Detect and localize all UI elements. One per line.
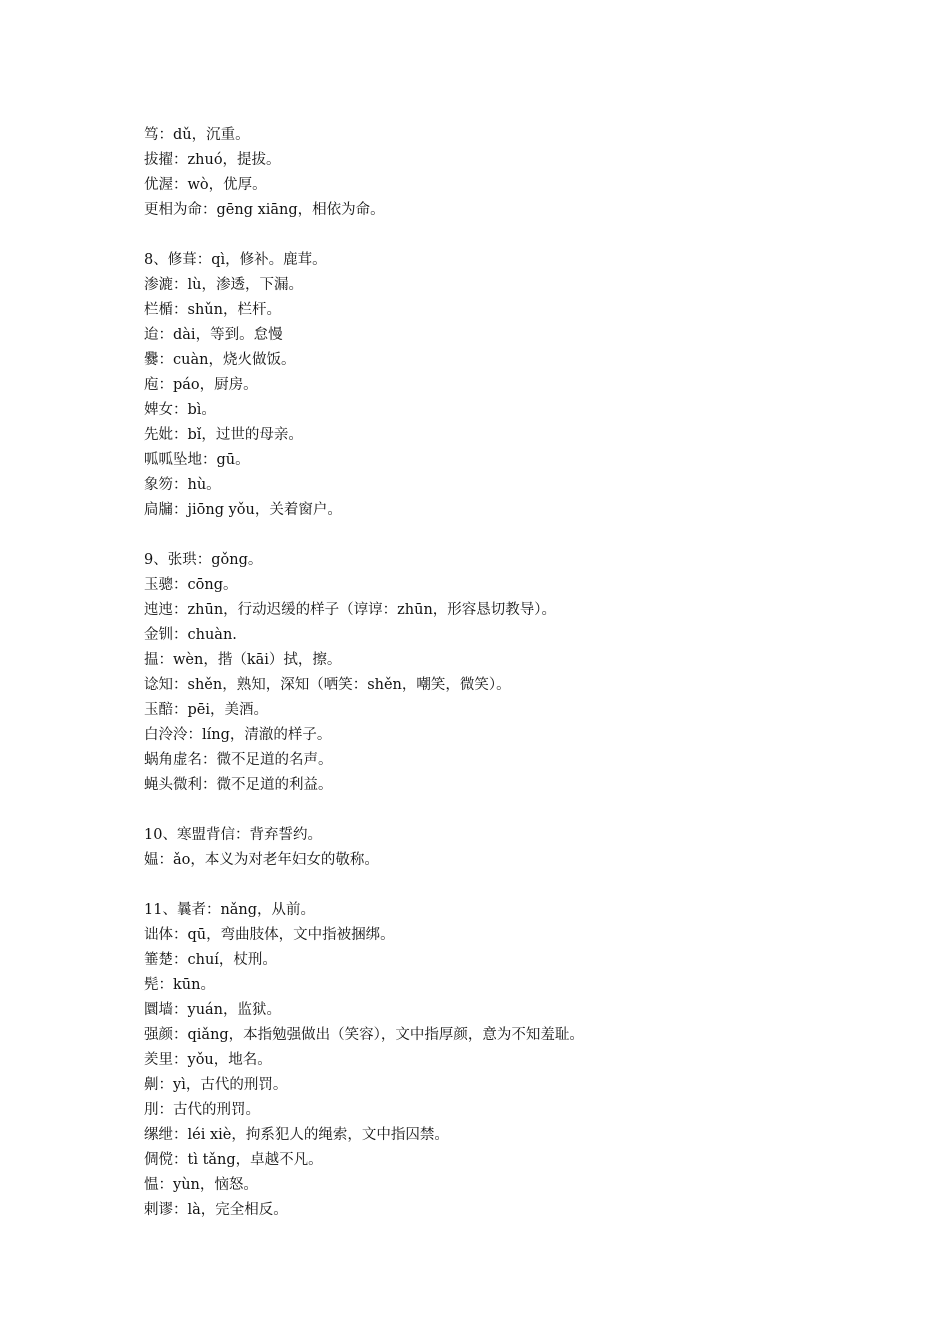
vocab-line: 劓：yì，古代的刑罚。 [144, 1077, 288, 1093]
vocab-line: 婢女：bì。 [144, 402, 216, 418]
vocab-line: 羑里：yǒu，地名。 [144, 1052, 272, 1068]
vocab-line: 圜墙：yuán，监狱。 [144, 1002, 282, 1018]
vocab-line: 迨：dài，等到。怠慢 [144, 327, 283, 343]
vocab-line: 呱呱坠地：gū。 [144, 452, 250, 468]
vocab-line: 缧绁：léi xiè，拘系犯人的绳索，文中指囚禁。 [144, 1127, 449, 1143]
section-heading-line: 9、张珙：gǒng。 [144, 552, 263, 568]
vocab-line: 玉醅：pēi，美酒。 [144, 702, 268, 718]
section-heading-line: 8、修葺：qì，修补。鹿茸。 [144, 252, 327, 268]
vocab-line: 先妣：bǐ，过世的母亲。 [144, 427, 303, 443]
vocab-line: 优渥：wò，优厚。 [144, 177, 267, 193]
vocab-line: 庖：páo，厨房。 [144, 377, 258, 393]
section-gap [144, 798, 844, 823]
section-gap [144, 223, 844, 248]
vocab-line: 玉骢：cōng。 [144, 577, 238, 593]
section-gap [144, 523, 844, 548]
vocab-line: 金钏：chuàn. [144, 627, 237, 643]
vocab-line: 迍迍：zhūn，行动迟缓的样子（谆谆：zhūn，形容恳切教导）。 [144, 602, 557, 618]
section-heading-line: 11、曩者：nǎng，从前。 [144, 902, 316, 918]
vocab-line: 扃牖：jiōng yǒu，关着窗户。 [144, 502, 342, 518]
section-gap [144, 873, 844, 898]
vocab-line: 白泠泠：líng，清澈的样子。 [144, 727, 332, 743]
vocab-line: 媪：ǎo，本义为对老年妇女的敬称。 [144, 852, 379, 868]
section-heading-line: 10、寒盟背信：背弃誓约。 [144, 827, 322, 843]
vocab-line: 象笏：hù。 [144, 477, 221, 493]
vocab-line: 诎体：qū，弯曲肢体，文中指被捆绑。 [144, 927, 395, 943]
vocab-line: 揾：wèn，揩（kāi）拭，擦。 [144, 652, 342, 668]
vocab-line: 谂知：shěn，熟知，深知（哂笑：shěn，嘲笑，微笑）。 [144, 677, 511, 693]
vocab-line: 笃：dǔ，沉重。 [144, 127, 250, 143]
vocab-line: 栏楯：shǔn，栏杆。 [144, 302, 281, 318]
vocab-line: 拔擢：zhuó，提拔。 [144, 152, 281, 168]
vocab-line: 剌谬：là，完全相反。 [144, 1202, 288, 1218]
vocab-line: 蜗角虚名：微不足道的名声。 [144, 752, 333, 768]
vocab-line: 箠楚：chuí，杖刑。 [144, 952, 277, 968]
vocab-line: 蝇头微利：微不足道的利益。 [144, 777, 333, 793]
vocab-line: 渗漉：lù，渗透，下漏。 [144, 277, 303, 293]
vocab-line: 强颜：qiǎng，本指勉强做出（笑容），文中指厚颜，意为不知羞耻。 [144, 1027, 584, 1043]
vocab-line: 倜傥：tì tǎng，卓越不凡。 [144, 1152, 323, 1168]
vocab-line: 愠：yùn，恼怒。 [144, 1177, 258, 1193]
document-body [144, 123, 844, 1223]
vocab-line: 刖：古代的刑罚。 [144, 1102, 260, 1118]
vocab-line: 髡：kūn。 [144, 977, 215, 993]
vocab-line: 更相为命：gēng xiāng，相依为命。 [144, 202, 385, 218]
vocab-line: 爨：cuàn，烧火做饭。 [144, 352, 296, 368]
